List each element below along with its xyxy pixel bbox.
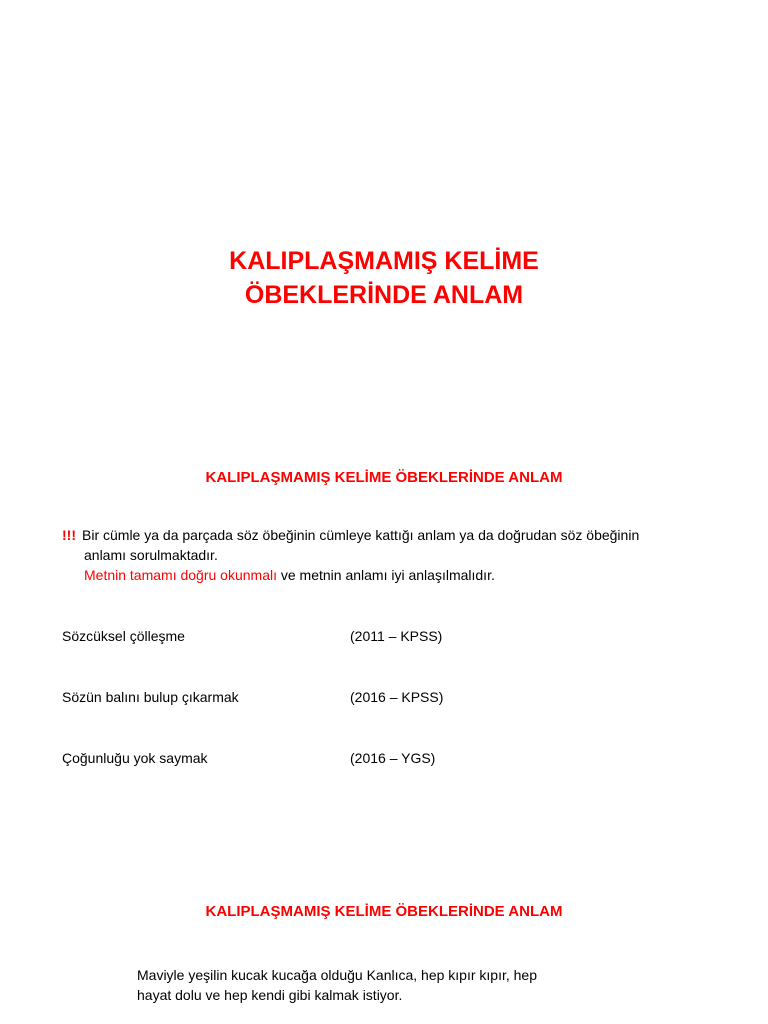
- title-slide: [0, 0, 768, 430]
- emphasis-text: Metnin tamamı doğru okunmalı: [84, 567, 277, 583]
- page-title: [0, 244, 768, 312]
- content-slide: [0, 430, 768, 860]
- quote-line-1: Maviyle yeşilin kucak kucağa olduğu Kanlıca, hep kıpır kıpır, hep: [137, 967, 537, 983]
- quote-paragraph: [137, 965, 557, 1005]
- example-term: Sözün balını bulup çıkarmak: [62, 689, 239, 705]
- intro-line-1: [62, 525, 722, 545]
- intro-text-3: ve metnin anlamı iyi anlaşılmalıdır.: [276, 567, 495, 583]
- title-line-1: KALIPLAŞMAMIŞ KELİME: [229, 247, 539, 275]
- quote-slide: [0, 860, 768, 1024]
- intro-text-1: Bir cümle ya da parçada söz öbeğinin cümleye kattığı anlam ya da doğrudan söz öbeğinin: [82, 527, 640, 543]
- intro-line-3: [62, 565, 722, 585]
- warning-mark: !!!: [62, 527, 76, 543]
- example-term: Çoğunluğu yok saymak: [62, 750, 208, 766]
- example-source: (2011 – KPSS): [350, 628, 443, 644]
- example-source: (2016 – KPSS): [350, 689, 444, 705]
- example-term: Sözcüksel çölleşme: [62, 628, 185, 644]
- slide-heading: KALIPLAŞMAMIŞ KELİME ÖBEKLERİNDE ANLAM: [205, 469, 563, 486]
- intro-line-2: anlamı sorulmaktadır.: [84, 547, 218, 563]
- title-line-2: ÖBEKLERİNDE ANLAM: [244, 281, 524, 309]
- quote-line-2: hayat dolu ve hep kendi gibi kalmak istiyor.: [137, 987, 403, 1003]
- intro-paragraph: [62, 525, 722, 585]
- slide-heading: KALIPLAŞMAMIŞ KELİME ÖBEKLERİNDE ANLAM: [205, 903, 563, 920]
- example-source: (2016 – YGS): [350, 750, 436, 766]
